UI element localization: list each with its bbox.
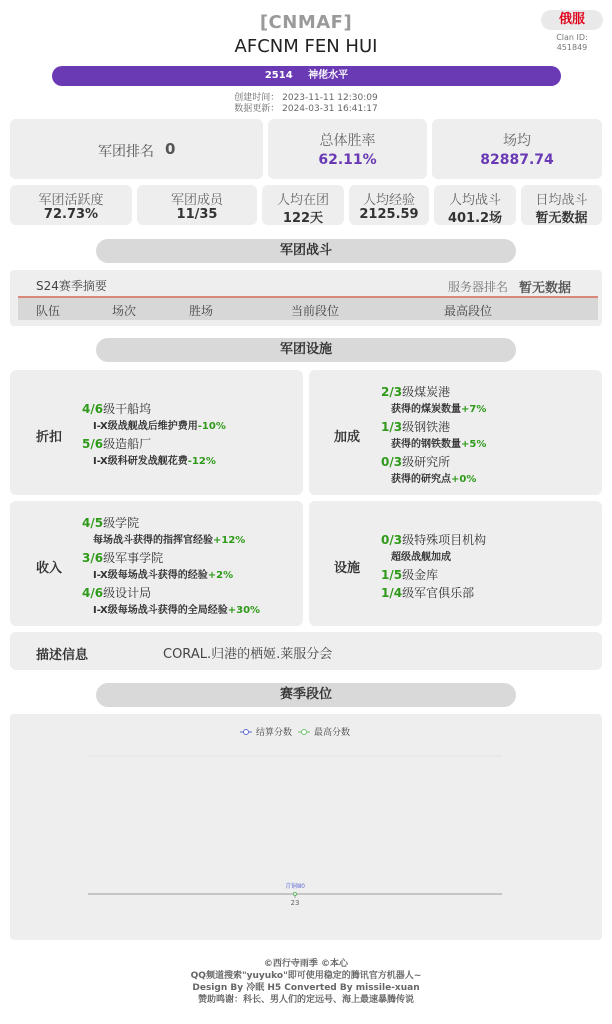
winrate-value: 62.11% xyxy=(318,152,377,168)
stat-label: 军团成员 xyxy=(170,193,223,208)
stat-value: 2125.59 xyxy=(359,207,419,222)
footer-credits: Design By 冷眠 H5 Converted By missile-xuan xyxy=(192,983,420,993)
x-tick-label: 23 xyxy=(290,899,300,907)
stat-value: 暂无数据 xyxy=(535,211,588,226)
battle-summary: S24赛季摘要 xyxy=(36,279,107,293)
chart-legend xyxy=(240,726,350,738)
stat-daily xyxy=(521,185,602,225)
column-best-rank: 最高段位 xyxy=(444,304,493,318)
facility-desc: I-X级每场战斗获得的经验+2% xyxy=(93,570,234,581)
bonus-title: 加成 xyxy=(334,430,361,445)
commander-bar xyxy=(52,66,561,86)
facility-item: 3/6级军事学院 xyxy=(82,551,164,565)
stat-label: 人均战斗 xyxy=(448,193,501,208)
facility-item: 0/3级特殊项目机构 xyxy=(381,533,487,547)
facility-desc: I-X级科研发战舰花费-12% xyxy=(93,456,216,467)
facility-item: 4/6级干船坞 xyxy=(82,402,152,416)
footer-bot-info: QQ频道搜索"yuyuko"即可使用稳定的腾讯官方机器人~ xyxy=(190,971,422,981)
server-rank-label: 服务器排名 xyxy=(448,280,509,294)
legend-best-label: 最高分数 xyxy=(314,728,351,738)
data-point-best xyxy=(294,893,297,896)
stat-exp xyxy=(349,185,429,225)
stat-activity xyxy=(10,185,132,225)
column-battles: 场次 xyxy=(112,304,137,318)
commander-id: 2514 xyxy=(264,70,293,81)
column-team: 队伍 xyxy=(36,304,61,318)
facility-item: 4/6级设计局 xyxy=(82,586,152,600)
clan-rank-label: 军团排名 xyxy=(98,144,154,160)
clan-id-label: Clan ID: xyxy=(556,33,588,42)
facility-desc: I-X级每场战斗获得的全局经验+30% xyxy=(93,605,261,616)
season-rank-chart xyxy=(10,714,602,940)
clan-id-value: 451849 xyxy=(556,43,588,52)
facility-item: 1/5级金库 xyxy=(381,568,439,582)
winrate-label: 总体胜率 xyxy=(319,133,376,149)
stat-label: 人均经验 xyxy=(362,193,415,208)
stat-label: 人均在团 xyxy=(276,193,329,208)
facility-desc: 获得的钢铁数量+5% xyxy=(391,439,487,450)
legend-dot-best xyxy=(302,730,307,735)
column-wins: 胜场 xyxy=(189,304,214,318)
facility-item: 5/6级造船厂 xyxy=(82,437,152,451)
discount-title: 折扣 xyxy=(36,430,63,445)
stat-value: 122天 xyxy=(282,211,324,226)
clan-rank-value: 0 xyxy=(165,140,176,158)
section-facilities: 军团设施 xyxy=(96,338,516,362)
data-label: 青铜Ⅲ0 xyxy=(285,883,305,890)
footer-sponsors: 赞助鸣谢：科长、男人们的定远号、海上最速暴腾传说 xyxy=(197,995,414,1005)
updated-time: 数据更新： 2024-03-31 16:41:17 xyxy=(234,104,378,114)
stat-days xyxy=(262,185,344,225)
facility-desc: 获得的煤炭数量+7% xyxy=(391,404,487,415)
stat-battles xyxy=(434,185,516,225)
server-badge: 俄服 xyxy=(541,10,603,30)
facility-desc: 超级战舰加成 xyxy=(391,552,451,563)
facility-item: 1/4级军官俱乐部 xyxy=(381,586,475,600)
facility-desc: 每场战斗获得的指挥官经验+12% xyxy=(93,535,246,546)
avg-value: 82887.74 xyxy=(480,152,554,168)
clan-rank-card xyxy=(10,119,263,179)
winrate-card xyxy=(268,119,427,179)
column-current-rank: 当前段位 xyxy=(291,304,340,318)
facility-item: 2/3级煤炭港 xyxy=(381,385,451,399)
facility-title: 设施 xyxy=(334,561,361,576)
stat-value: 72.73% xyxy=(43,207,99,222)
legend-dot-settle xyxy=(244,730,249,735)
income-title: 收入 xyxy=(36,561,63,576)
stat-value: 11/35 xyxy=(176,207,218,222)
facility-desc: 获得的研究点+0% xyxy=(391,474,477,485)
description-label: 描述信息 xyxy=(36,648,89,663)
commander-name: 神佬水平 xyxy=(308,70,349,81)
facility-item: 1/3级钢铁港 xyxy=(381,420,451,434)
stat-label: 军团活跃度 xyxy=(38,193,104,208)
clan-tag: [CNMAF] xyxy=(259,12,353,33)
section-season-rank: 赛季段位 xyxy=(96,683,516,707)
facility-item: 4/5级学院 xyxy=(82,516,140,530)
description-value: CORAL.归港的栖姬.莱服分会 xyxy=(163,647,333,662)
clan-name: AFCNM FEN HUI xyxy=(234,36,378,57)
facility-desc: I-X级战舰战后维护费用-10% xyxy=(93,421,226,432)
facility-item: 0/3级研究所 xyxy=(381,455,451,469)
stat-label: 日均战斗 xyxy=(535,193,588,208)
server-rank-value: 暂无数据 xyxy=(519,281,572,296)
avg-label: 场均 xyxy=(503,133,531,149)
section-clan-battle: 军团战斗 xyxy=(96,239,516,263)
created-time: 创建时间： 2023-11-11 12:30:09 xyxy=(234,93,378,103)
legend-settle-label: 结算分数 xyxy=(256,728,293,738)
footer-copyright: ©西行寺雨季 ©本心 xyxy=(263,959,349,969)
stat-value: 401.2场 xyxy=(447,211,503,226)
stat-members xyxy=(137,185,257,225)
avg-card xyxy=(432,119,602,179)
